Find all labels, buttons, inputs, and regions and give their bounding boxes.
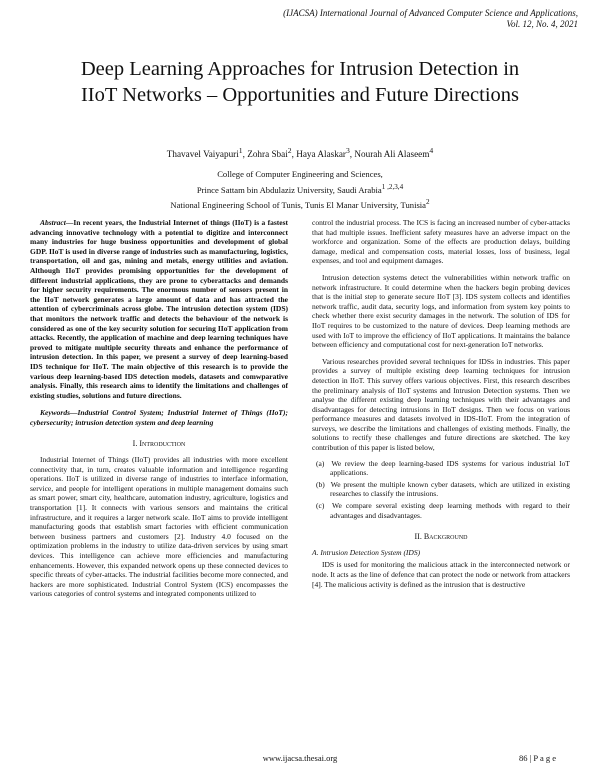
author: Nourah Ali Alaseem$^4$: [354, 146, 434, 160]
paper-title: Deep Learning Approaches for Intrusion Detection in IIoT Networks – Opportunities and Future Directions: [80, 58, 520, 106]
paragraph: Intrusion detection systems detect the vulnerabilities within network traffic on network infrastructure. It could determine when the hackers begin probing devices that is the initial step to generate secure IIoT [3]. IDS system collects and identifies network traffic, audit data, security logs, and information from system key points to check whether there exist security damages in the network. The solution of IDS for IIoT requires to be customized to the nature of devices. Deep learning methods are used with IoT to improve the efficiency of IIoT applications. It maintains the balance between efficiency and computational cost for next-generation IoT networks.: [312, 272, 570, 350]
section-heading-background: II. Background: [414, 532, 468, 542]
page-number: 86 | P a g e: [518, 753, 556, 763]
left-column: [30, 218, 288, 599]
journal-header: [283, 8, 578, 30]
journal-name: (IJACSA) International Journal of Advanced Computer Science and Applications,: [283, 8, 578, 18]
list-item: (c) We compare several existing deep learning methods with regard to their advantages and disadvantages.: [316, 501, 570, 520]
affiliations: College of Computer Engineering and Sciences, Prince Sattam bin Abdulaziz University, Saudi Arabia$^{1 ,2,3,4}$ National Engineering School of Tunis, Tunis El Manar University, Tunisia$^2$: [170, 169, 430, 210]
paragraph: Various researches provided several techniques for IDSs in industries. This paper provides a survey of multiple existing deep learning techniques for intrusion detection in IIoT. This survey offers various objectives. First, this research describes the preliminary analysis of IIoT systems and Intrusion Detection systems. Then we analyse the different existing deep learning techniques with their advantages and disadvantages for detecting intrusions in IIoT designs. Then we focus on various performance measures and datasets involved in IDS-IIoT. From the integration of surveys, we describe the limitations and challenges of existing methods. Finally, the solutions to rectify these challenges and future directions are sketched. The key contribution of this paper is listed below,: [312, 356, 570, 453]
footer-url: www.ijacsa.thesai.org: [262, 753, 338, 763]
paragraph: Industrial Internet of Things (IIoT) provides all industries with more excellent connectivity that, in turn, creates valuable information and intelligence regarding operations. IIoT is utilized in diverse range of industries to interface information, service, and people for intelligent operations in multiple management domains such as smart power, smart city, healthcare, automation industry, agriculture, logistics and transportation [1]. It connects with various sensors and maintains the critical infrastructure, and it requires a larger network scale. IIoT aims to provide intelligent manufacturing goods that establish smart factories with efficient communication between business partners and customers [2]. Industry 4.0 focused on the optimization problems in the industry to utilize data-driven services by using smart devices. This intelligence can achieve more efficiencies and manufacturing enhancements. However, this expanded network opens up these connected devices to specific threats of cyber-attacks. The industrial facilities become more connected, and hackers are more sophisticated. Industrial Control System (ICS) encompasses the various categories of control systems and integrated components utilized to: [30, 455, 288, 599]
paragraph: control the industrial process. The ICS is facing an increased number of cyber-attacks that had multiple issues. Inefficient safety measures have an adverse impact on the workforce and organization. Some of the effects are production delays, building damage, medical and compensation costs, material losses, loss of business, legal expenses, and tool and equipment damages.: [312, 218, 570, 266]
abstract: Abstract—In recent years, the Industrial Internet of things (IIoT) is a fastest advancing innovative technology with a potential to digitize and interconnect many industries for huge business opportunities and development of global GDP. IIoT is used in diverse range of industries such as manufacturing, logistics, transportation, oil and gas, mining and metals, energy utilities and aviation. Although IIoT provides promising opportunities for the development of different industrial applications, they are prone to cyberattacks and demands for higher security requirements. The enormous number of sensors present in the IIoT network generates a large amount of data and has attracted the attention of cybercriminals across globe. The intrusion detection system (IDS) that monitors the network traffic and detects the behaviour of the network is considered as one of the key security solution for securing IIoT application from attacks. Recently, the application of machine and deep learning techniques have proved to mitigate multiple security threats and enhance the performance of intrusion detection. In this paper, we present a survey of deep learning-based IDS technique for IIoT. The main objective of this research is to provide the various deep learning-based IDS detection models, datasets and comwparative analysis. Finally, this research aims to identify the limitations and challenges of existing studies, solutions and future directions.: [30, 218, 288, 400]
journal-volume: Vol. 12, No. 4, 2021: [506, 19, 578, 29]
keywords: Keywords—Industrial Control System; Industrial Internet of Things (IIoT); cybersecurity; intrusion detection system and deep learning: [30, 408, 288, 427]
author: Haya Alaskar$^3$: [296, 146, 350, 160]
section-heading-introduction: I. Introduction: [132, 439, 186, 449]
author: Thavavel Vaiyapuri$^1$: [166, 146, 243, 160]
author: Zohra Sbai$^2$: [247, 146, 292, 160]
right-column: [312, 218, 570, 589]
subsection-heading: A. Intrusion Detection System (IDS): [312, 547, 421, 557]
paragraph: IDS is used for monitoring the malicious attack in the interconnected network or node. It acts as the line of defence that can protect the node or network from attackers [4]. The malicious activity is defined as the intrusion that is destructive: [312, 560, 570, 589]
author-list: Thavavel Vaiyapuri$^1$, Zohra Sbai$^2$, Haya Alaskar$^3$, Nourah Ali Alaseem$^4$: [166, 146, 434, 160]
list-item: (a) We review the deep learning-based IDS systems for various industrial IoT applications.: [316, 458, 571, 478]
contribution-list: [312, 459, 570, 521]
list-item: (b) We present the multiple known cyber datasets, which are utilized in existing researches to classify the intrusions.: [316, 479, 570, 499]
